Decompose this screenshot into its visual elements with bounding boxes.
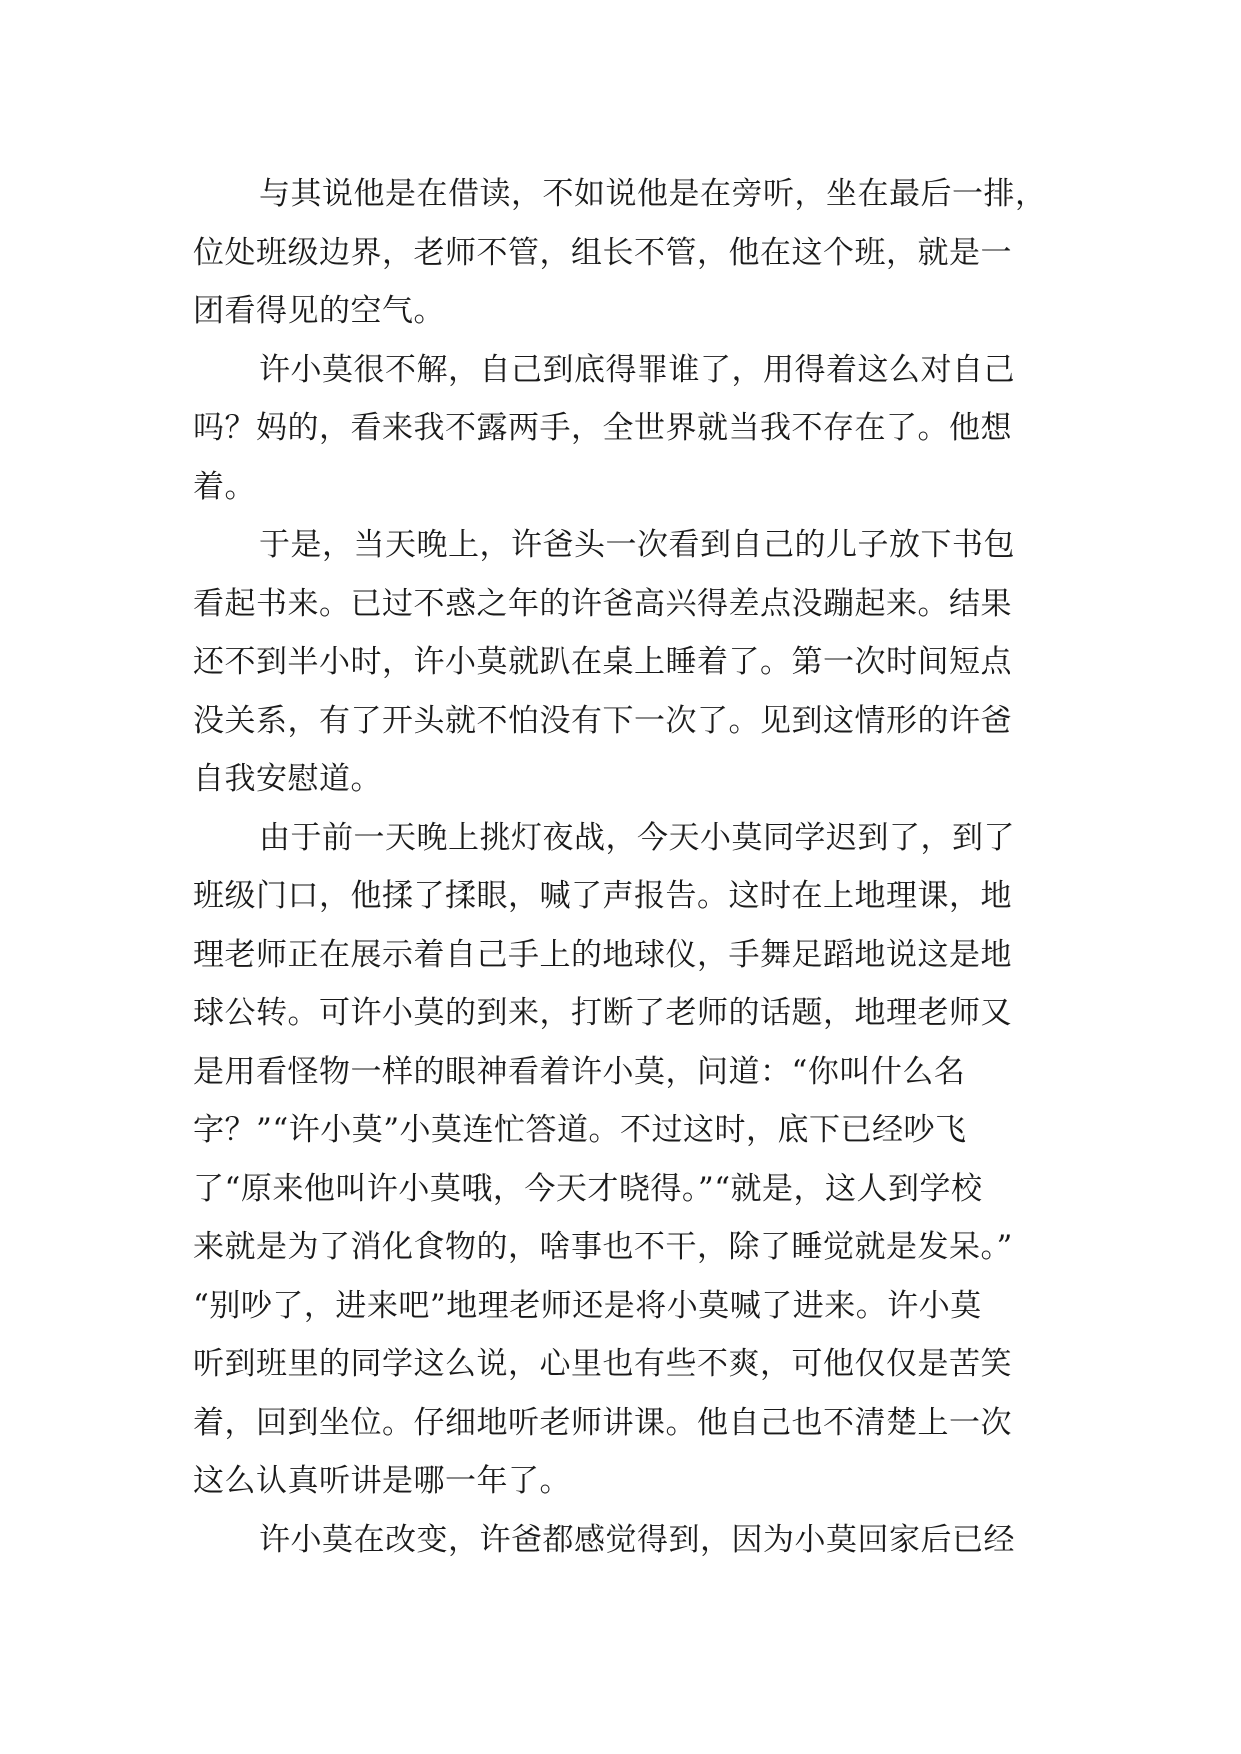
body-text	[193, 165, 1053, 1569]
text-line: 理老师正在展示着自己手上的地球仪，手舞足蹈地说这是地	[193, 936, 1012, 973]
text-line: 团看得见的空气。	[193, 293, 445, 329]
text-line: 来就是为了消化食物的，啥事也不干，除了睡觉就是发呆。”	[193, 1229, 1013, 1265]
text-line: 着，回到坐位。仔细地听老师讲课。他自己也不清楚上一次	[193, 1404, 1012, 1441]
text-line: 于是，当天晚上，许爸头一次看到自己的儿子放下书包	[259, 527, 1015, 563]
text-line: 看起书来。已过不惑之年的许爸高兴得差点没蹦起来。结果	[193, 585, 1012, 622]
text-line: 是用看怪物一样的眼神看着许小莫，问道：“你叫什么名	[193, 1053, 966, 1090]
text-line: 听到班里的同学这么说，心里也有些不爽，可他仅仅是苦笑	[193, 1346, 1012, 1382]
text-line: 没关系，有了开头就不怕没有下一次了。见到这情形的许爸	[193, 702, 1012, 739]
text-line: 吗？妈的，看来我不露两手，全世界就当我不存在了。他想	[193, 410, 1012, 446]
text-line: 与其说他是在借读，不如说他是在旁听，坐在最后一排，	[259, 176, 1047, 212]
text-line: 位处班级边界，老师不管，组长不管，他在这个班，就是一	[193, 234, 1012, 271]
text-line: 还不到半小时，许小莫就趴在桌上睡着了。第一次时间短点	[193, 644, 1012, 680]
text-line: 着。	[193, 468, 256, 505]
text-line: 字？”“许小莫”小莫连忙答道。不过这时，底下已经吵飞	[193, 1112, 967, 1148]
text-line: 这么认真听讲是哪一年了。	[193, 1463, 571, 1499]
text-line: 了“原来他叫许小莫哦，今天才晓得。”“就是，这人到学校	[193, 1170, 983, 1207]
text-line: 班级门口，他揉了揉眼，喊了声报告。这时在上地理课，地	[193, 878, 1012, 914]
text-line: 自我安慰道。	[193, 761, 382, 797]
text-line: 由于前一天晚上挑灯夜战，今天小莫同学迟到了，到了	[259, 819, 1015, 856]
text-line: “别吵了，进来吧”地理老师还是将小莫喊了进来。许小莫	[193, 1287, 982, 1324]
text-line: 球公转。可许小莫的到来，打断了老师的话题，地理老师又	[193, 995, 1012, 1031]
text-line: 许小莫在改变，许爸都感觉得到，因为小莫回家后已经	[259, 1521, 1015, 1558]
text-line: 许小莫很不解，自己到底得罪谁了，用得着这么对自己	[259, 351, 1015, 388]
